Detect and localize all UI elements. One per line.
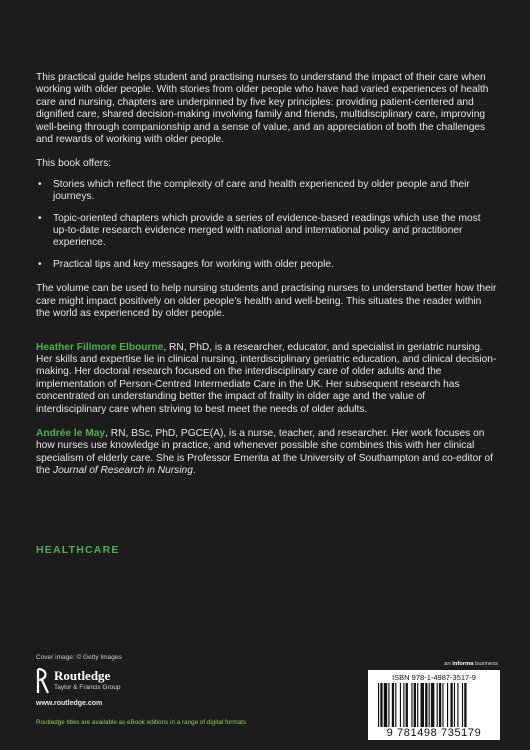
barcode-bar	[439, 683, 441, 727]
barcode-panel	[368, 670, 500, 740]
barcode-bar	[454, 683, 455, 727]
offers-heading: This book offers:	[36, 158, 112, 170]
barcode-bar	[392, 683, 394, 727]
barcode-bar	[442, 683, 443, 727]
list-item: • Topic-oriented chapters which provide a series of evidence-based readings which use the most up-to-date research evidence merged with national and international policy and practitioner experience.	[38, 212, 481, 249]
barcode-bar	[462, 683, 463, 727]
journal-title: Journal of Research in Nursing	[53, 465, 193, 477]
barcode-number: 9 781498 735179	[386, 727, 482, 739]
bullet-icon: •	[38, 178, 42, 190]
offers-list	[36, 179, 498, 271]
publisher-website: www.routledge.com	[36, 700, 103, 707]
barcode-bar	[378, 683, 379, 727]
list-item: • Stories which reflect the complexity of care and health experienced by older people and their journeys.	[38, 178, 470, 203]
barcode-bar	[464, 683, 466, 727]
footer-note: Routledge titles are available as eBook editions in a range of digital formats	[36, 719, 247, 726]
cover-credit: Cover image: © Getty Images	[36, 654, 122, 661]
barcode-bar	[403, 683, 404, 727]
barcode-bar	[406, 683, 408, 727]
barcode-bar	[388, 683, 389, 727]
barcode-bar	[450, 683, 452, 727]
list-item: • Practical tips and key messages for working with older people.	[38, 258, 334, 270]
category-label: HEALTHCARE	[36, 544, 120, 556]
barcode-bar	[411, 683, 412, 727]
informa-business-label: an informa business	[444, 661, 498, 667]
author-name: Andrée le May	[36, 427, 106, 439]
author-bio-le-may: Andrée le May, RN, BSc, PhD, PGCE(A), is a nurse, teacher, and researcher. Her work focuses on how nurses use knowledge in practice, and whenever possible she combines this with her clinical specialism of elderly care. She is Professor Emerita at the University of Southampton and co-editor of the Journal of Research in Nursing.	[36, 427, 493, 477]
barcode-bar	[457, 683, 458, 727]
bullet-icon: •	[38, 212, 42, 224]
barcode-icon	[378, 683, 492, 727]
barcode-bar	[429, 683, 430, 727]
volume-paragraph: The volume can be used to help nursing students and practising nurses to understand better how their care might impact positively on older people’s health and well-being. This situates the reader within the world as experienced by older people.	[36, 283, 497, 320]
barcode-bar	[414, 683, 416, 727]
publisher-group: Taylor & Francis Group	[54, 684, 121, 691]
barcode-bar	[417, 683, 418, 727]
barcode-bar	[395, 683, 396, 727]
barcode-bar	[431, 683, 434, 727]
author-name: Heather Fillmore Elbourne	[36, 341, 164, 353]
intro-paragraph: This practical guide helps student and practising nurses to understand the impact of their care when working with older people. With stories from older people who have had varied experiences of health care and nursing, chapters are underpinned by five key principles: providing patient-centered and dignified care, shared decision-making involving family and friends, multidisciplinary care, improving well-being through companionship and a sense of value, and an appreciation of both the challenges and rewards of working with older people.	[36, 72, 489, 146]
barcode-bar	[447, 683, 448, 727]
publisher-name: Routledge	[54, 668, 111, 683]
barcode-bar	[384, 683, 387, 727]
barcode-bar	[400, 683, 401, 727]
routledge-logo-icon	[36, 668, 50, 694]
barcode-bar	[437, 683, 438, 727]
author-bio-elbourne: Heather Fillmore Elbourne, RN, PhD, is a researcher, educator, and specialist in geriatric nursing. Her skills and expertise lie in clinical nursing, interdisciplinary geriatric education, and clinical decision-making. Her doctoral research focused on the interdisciplinary care of older adults and the implementation of Person-Centred Intermediate Care in the UK. Her subsequent research has concentrated on understanding better the impact of frailty in older age and the value of interdisciplinary care when striving to best meet the needs of older adults.	[36, 341, 497, 415]
barcode-bar	[380, 683, 382, 727]
bullet-icon: •	[38, 258, 42, 270]
back-cover-text	[36, 72, 498, 478]
barcode-bar	[421, 683, 424, 727]
barcode-bar	[425, 683, 427, 727]
isbn-label: ISBN 978-1-4987-3517-9	[392, 673, 476, 682]
publisher-logo	[36, 668, 176, 698]
